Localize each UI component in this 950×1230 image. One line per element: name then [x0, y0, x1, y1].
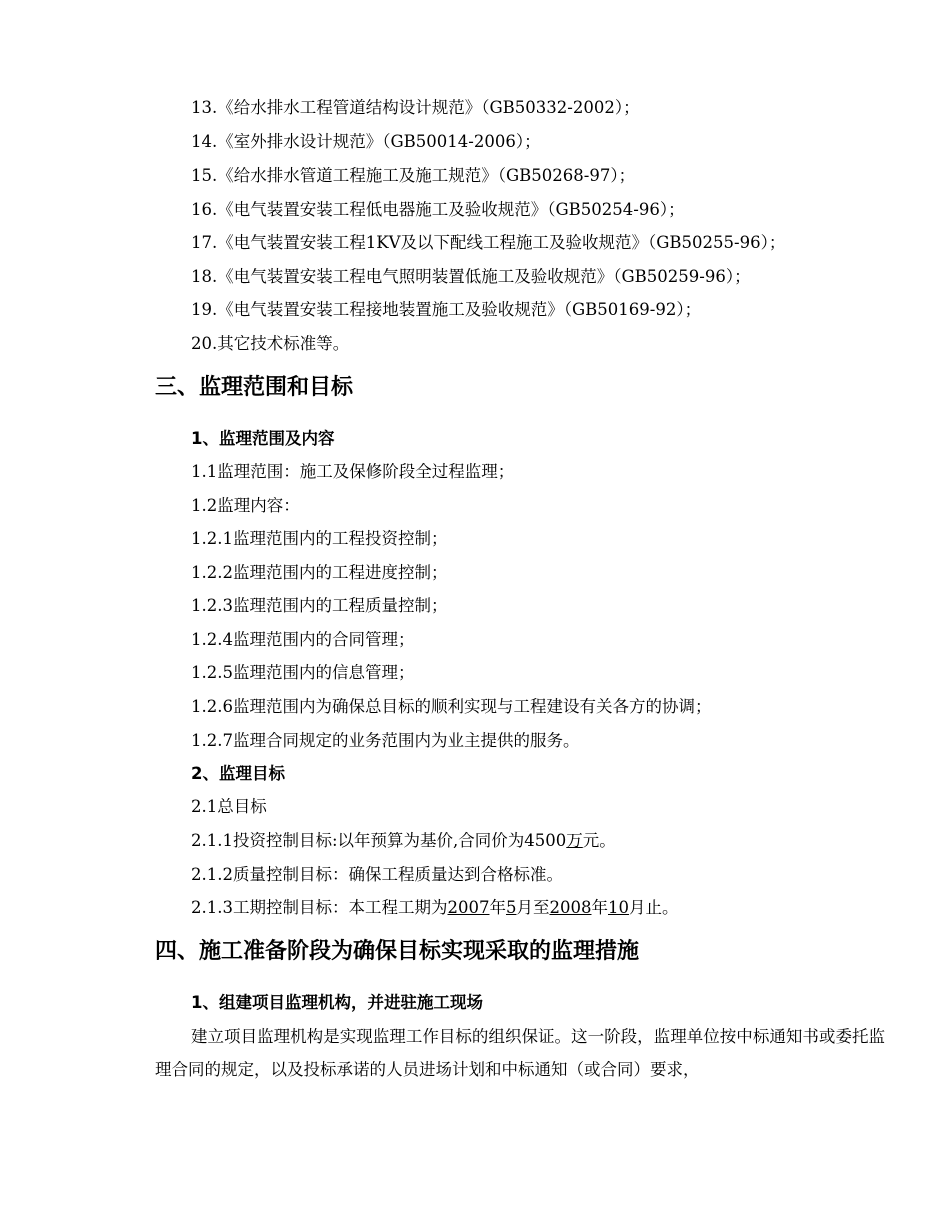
- schedule-text: 年: [591, 898, 608, 917]
- standard-item-20: 20.其它技术标准等。: [191, 334, 350, 353]
- section4-paragraph: 建立项目监理机构是实现监理工作目标的组织保证。这一阶段，监理单位按中标通知书或委托监理合同的规定，以及投标承诺的人员进场计划和中标通知（或合同）要求，: [155, 1027, 885, 1079]
- standard-item-19: 19.《电气装置安装工程接地装置施工及验收规范》（GB50169-92）；: [191, 300, 702, 319]
- scope-item: 1.2.6监理范围内为确保总目标的顺利实现与工程建设有关各方的协调；: [191, 697, 712, 716]
- schedule-text: 月至: [516, 898, 550, 917]
- standard-item-15: 15.《给水排水管道工程施工及施工规范》（GB50268-97）；: [191, 166, 636, 185]
- overall-goal: 2.1总目标: [191, 797, 267, 816]
- schedule-end-month: 10: [607, 898, 629, 917]
- scope-item: 1.1监理范围：施工及保修阶段全过程监理；: [191, 462, 515, 481]
- schedule-text: 年: [489, 898, 506, 917]
- section3-sub2-heading: 2、监理目标: [191, 764, 285, 783]
- scope-item: 1.2.7监理合同规定的业务范围内为业主提供的服务。: [191, 731, 580, 750]
- standard-item-14: 14.《室外排水设计规范》（GB50014-2006）；: [191, 132, 541, 151]
- standard-item-18: 18.《电气装置安装工程电气照明装置低施工及验收规范》（GB50259-96）；: [191, 267, 751, 286]
- schedule-start-month: 5: [505, 898, 517, 917]
- standard-item-17: 17.《电气装置安装工程1KV及以下配线工程施工及验收规范》（GB50255-96）；: [191, 233, 786, 252]
- scope-item: 1.2.2监理范围内的工程进度控制；: [191, 563, 448, 582]
- scope-item: 1.2.4监理范围内的合同管理；: [191, 630, 415, 649]
- scope-item: 1.2监理内容：: [191, 496, 300, 515]
- schedule-start-year: 2007: [447, 898, 490, 917]
- standard-item-16: 16.《电气装置安装工程低电器施工及验收规范》（GB50254-96）；: [191, 200, 685, 219]
- scope-item: 1.2.3监理范围内的工程质量控制；: [191, 596, 448, 615]
- section4-heading: 四、施工准备阶段为确保目标实现采取的监理措施: [155, 939, 640, 964]
- schedule-prefix: 2.1.3工期控制目标：本工程工期为: [191, 898, 448, 917]
- schedule-end-year: 2008: [549, 898, 592, 917]
- investment-goal: [191, 830, 616, 852]
- scope-item: 1.2.1监理范围内的工程投资控制；: [191, 529, 448, 548]
- schedule-goal: [191, 897, 678, 919]
- investment-goal-prefix: 2.1.1投资控制目标:以年预算为基价,合同价为4500: [191, 831, 567, 850]
- investment-goal-suffix: 元。: [582, 831, 616, 850]
- section4-sub1-heading: 1、组建项目监理机构，并进驻施工现场: [191, 993, 483, 1012]
- investment-goal-unit: 万: [566, 831, 583, 850]
- standard-item-13: 13.《给水排水工程管道结构设计规范》（GB50332-2002）；: [191, 98, 640, 117]
- scope-item: 1.2.5监理范围内的信息管理；: [191, 663, 415, 682]
- section3-sub1-heading: 1、监理范围及内容: [191, 429, 335, 448]
- schedule-text: 月止。: [628, 898, 679, 917]
- section3-heading: 三、监理范围和目标: [155, 375, 354, 400]
- quality-goal: 2.1.2质量控制目标：确保工程质量达到合格标准。: [191, 865, 563, 884]
